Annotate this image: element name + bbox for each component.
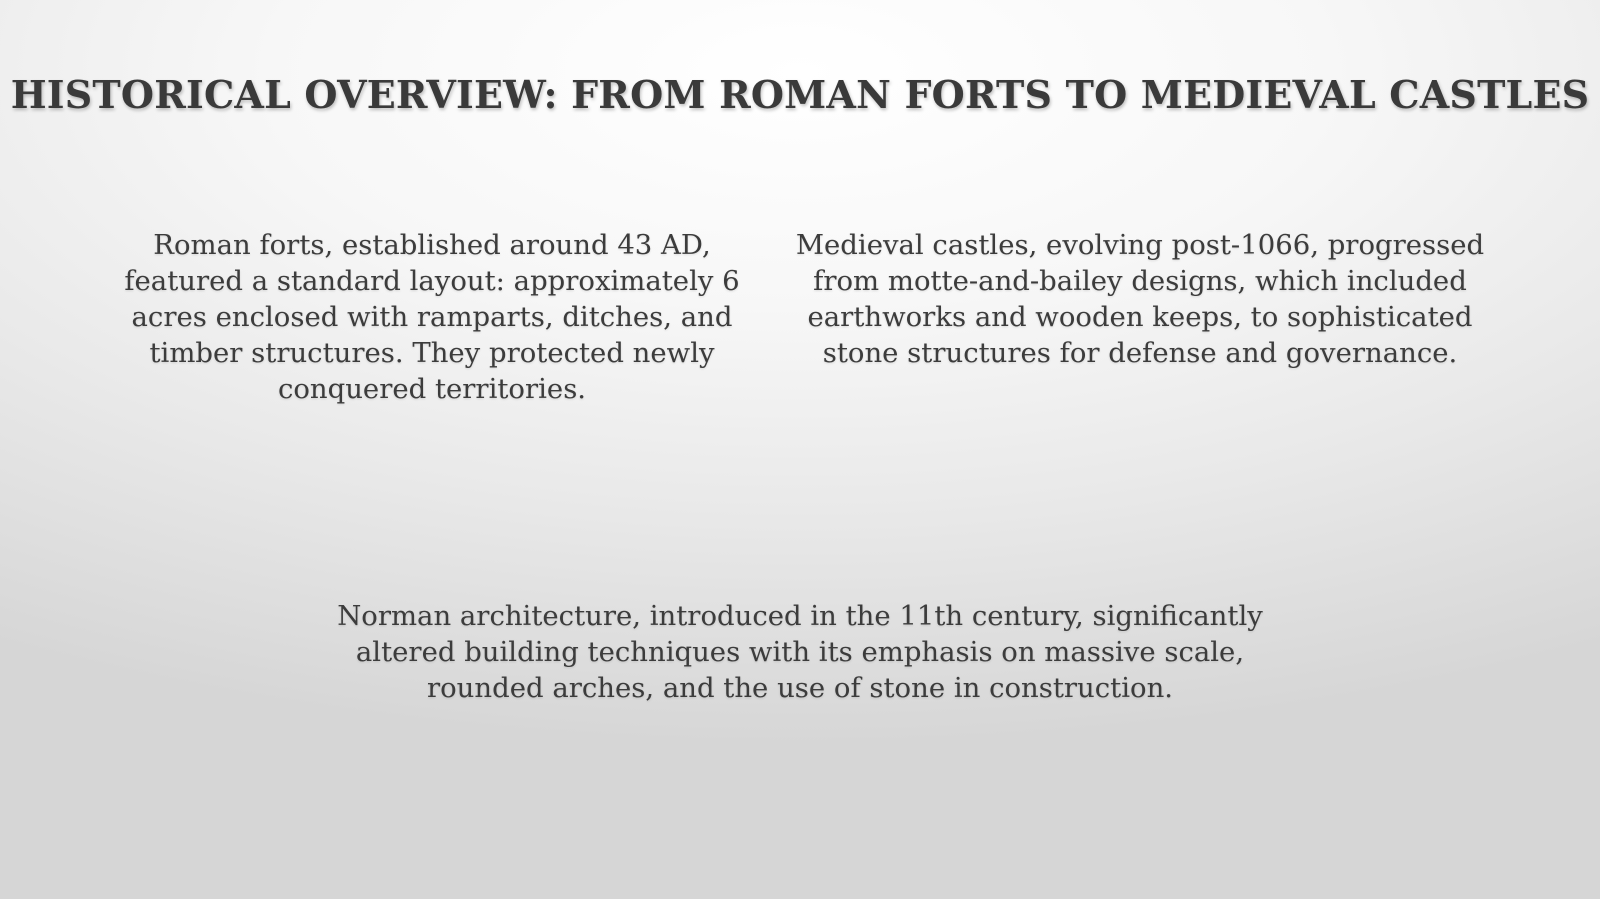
norman-architecture-paragraph: Norman architecture, introduced in the 11th century, significantly altered building techniques with its emphasis on massive scale, rounded arches, and the use of stone in construction. [337, 600, 1263, 704]
roman-forts-paragraph: Roman forts, established around 43 AD, featured a standard layout: approximately 6 acres enclosed with ramparts, ditches, and timber structures. They protected newly conquered territories. [124, 229, 740, 405]
medieval-castles-paragraph: Medieval castles, evolving post-1066, progressed from motte-and-bailey designs, which included earthworks and wooden keeps, to sophisticated stone structures for defense and governance. [795, 229, 1485, 369]
slide-title: HISTORICAL OVERVIEW: FROM ROMAN FORTS TO MEDIEVAL CASTLES [10, 72, 1590, 117]
